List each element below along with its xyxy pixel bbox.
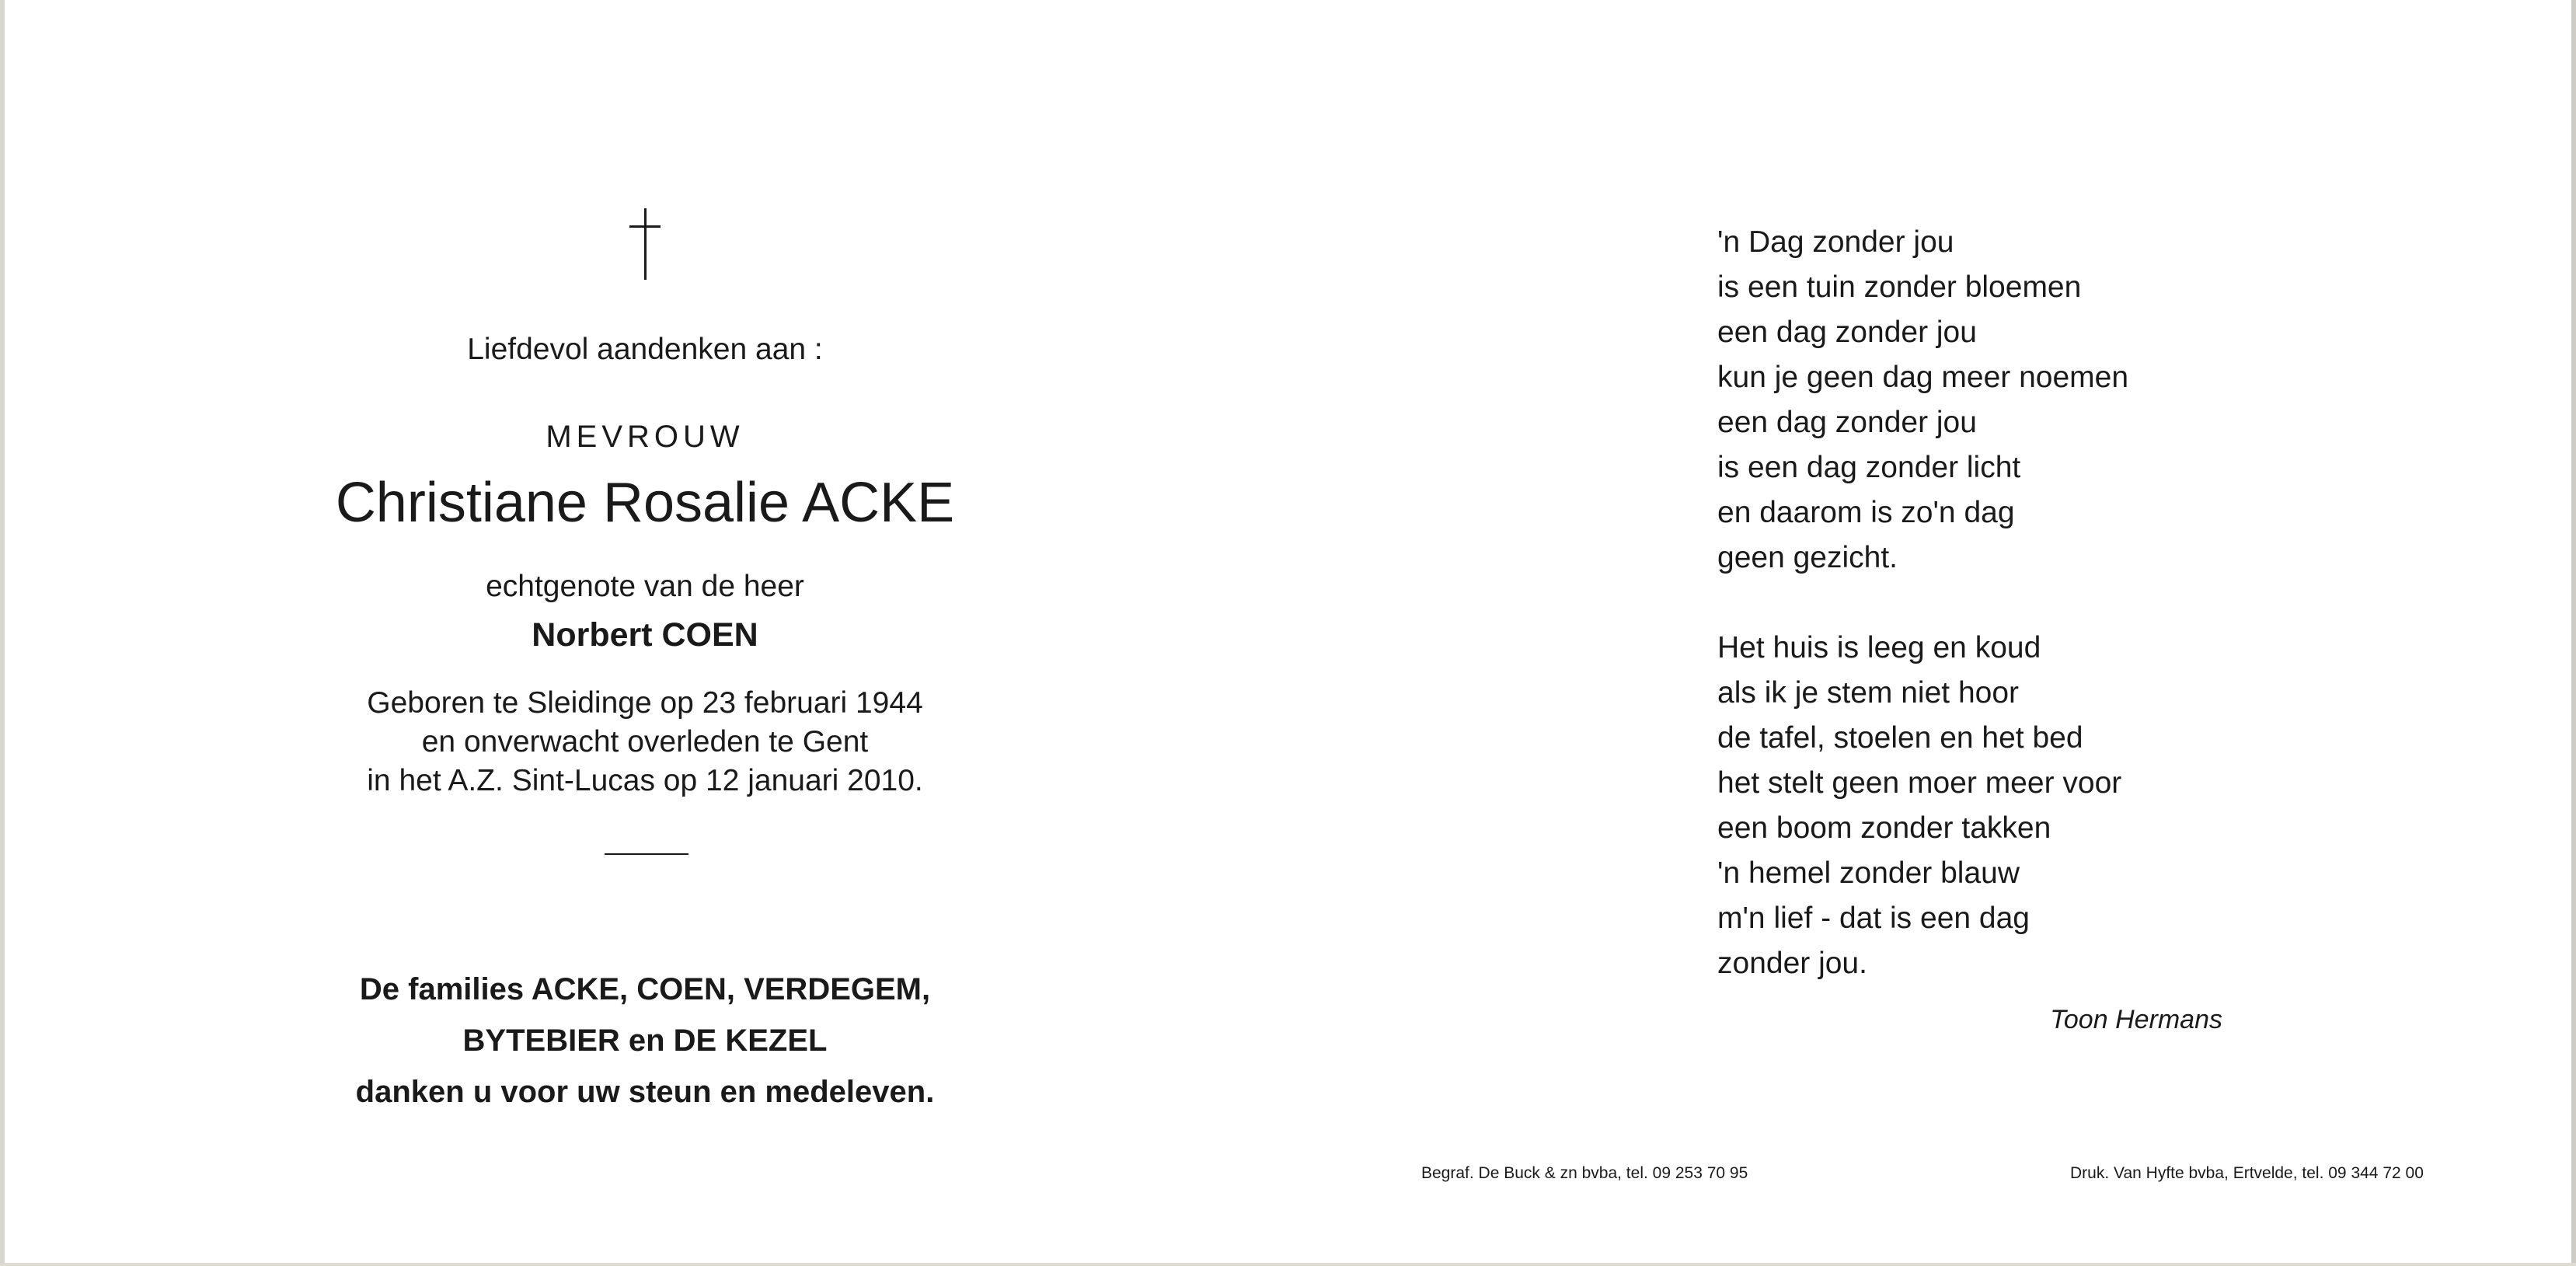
honorific-title: MEVROUW — [546, 420, 744, 454]
poem-line: en daarom is zo'n dag — [1717, 496, 2015, 529]
intro-text: Liefdevol aandenken aan : — [467, 333, 823, 366]
thanks-line: BYTEBIER en DE KEZEL — [462, 1024, 828, 1058]
thanks-line: De families ACKE, COEN, VERDEGEM, — [359, 972, 931, 1006]
card-left-edge — [0, 0, 5, 1266]
poem-line: geen gezicht. — [1717, 541, 1898, 574]
bio-line: en onverwacht overleden te Gent — [421, 725, 869, 759]
poem-line: als ik je stem niet hoor — [1717, 676, 2020, 710]
poem-line: zonder jou. — [1717, 947, 1867, 980]
poem-line: het stelt geen moer meer voor — [1717, 766, 2122, 800]
funeral-home-credit: Begraf. De Buck & zn bvba, tel. 09 253 70 95 — [1421, 1164, 1748, 1182]
poem-line: is een tuin zonder bloemen — [1717, 270, 2082, 304]
card-bottom-edge — [0, 1263, 2576, 1266]
card-right-edge — [2571, 0, 2576, 1266]
divider-line — [605, 853, 688, 855]
poem-line: de tafel, stoelen en het bed — [1717, 721, 2083, 755]
thanks-line: danken u voor uw steun en medeleven. — [355, 1075, 935, 1109]
poem-line: een dag zonder jou — [1717, 316, 1977, 349]
poem-author: Toon Hermans — [2050, 1005, 2222, 1034]
poem-line: een dag zonder jou — [1717, 406, 1977, 439]
deceased-name: Christiane Rosalie ACKE — [335, 472, 955, 534]
spouse-label: echtgenote van de heer — [486, 570, 804, 603]
bio-line: in het A.Z. Sint-Lucas op 12 januari 2010. — [367, 764, 923, 797]
printer-credit: Druk. Van Hyfte bvba, Ertvelde, tel. 09 344 72 00 — [2070, 1164, 2424, 1182]
poem-line: 'n hemel zonder blauw — [1717, 856, 2020, 890]
stanza-break — [1717, 581, 2277, 626]
poem — [1717, 220, 2277, 986]
poem-line: Het huis is leeg en koud — [1717, 631, 2041, 664]
poem-line: kun je geen dag meer noemen — [1717, 361, 2129, 394]
poem-line: is een dag zonder licht — [1717, 451, 2021, 484]
family-thanks — [272, 964, 1018, 1118]
poem-line: m'n lief - dat is een dag — [1717, 902, 2030, 935]
spouse-name: Norbert COEN — [532, 616, 758, 654]
life-dates — [272, 684, 1018, 800]
poem-line: 'n Dag zonder jou — [1717, 225, 1954, 259]
cross-icon — [629, 208, 661, 280]
poem-line: een boom zonder takken — [1717, 811, 2051, 845]
bio-line: Geboren te Sleidinge op 23 februari 1944 — [367, 686, 923, 720]
